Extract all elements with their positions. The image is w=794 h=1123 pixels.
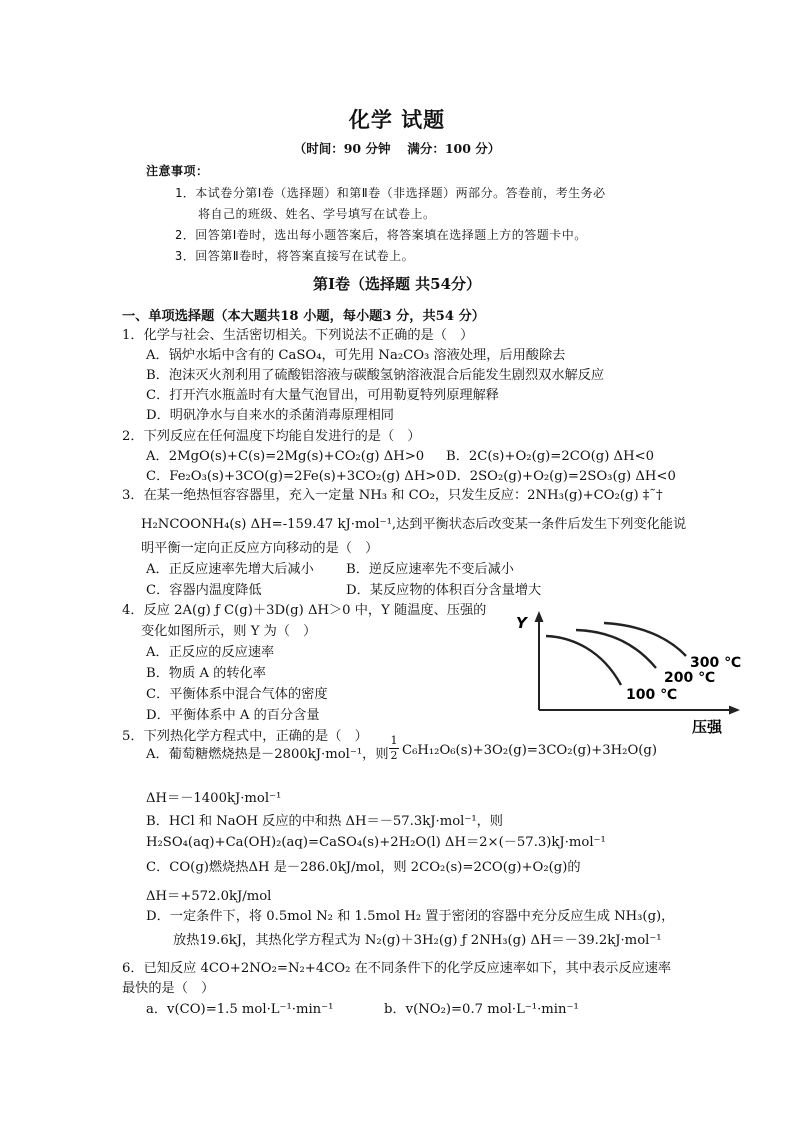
q1-option-d: D．明矾净水与自来水的杀菌消毒原理相同 <box>146 408 394 423</box>
x-axis-label: 压强 <box>692 718 723 735</box>
q1-stem: 1．化学与社会、生活密切相关。下列说法不正确的是（ ） <box>122 328 474 343</box>
curve-100c <box>546 636 621 685</box>
q5-option-a-line1: A．葡萄糖燃烧热是－2800kJ·mol⁻¹，则 <box>146 747 389 762</box>
q4-option-b: B．物质 A 的转化率 <box>146 666 266 681</box>
curve-label-100: 100 ℃ <box>626 687 678 703</box>
q5-option-c-line1: C．CO(g)燃烧热ΔH 是－286.0kJ/mol，则 2CO₂(s)=2CO(g)+O₂(g)的 <box>146 860 581 875</box>
q2-option-a: A．2MgO(s)+C(s)=2Mg(s)+CO₂(g) ΔH>0 <box>146 449 425 464</box>
curve-label-300: 300 ℃ <box>690 655 742 671</box>
q1-option-c: C．打开汽水瓶盖时有大量气泡冒出，可用勒夏特列原理解释 <box>146 388 499 403</box>
part-heading: 一、单项选择题（本大题共18 小题，每小题3 分，共54 分） <box>122 309 485 324</box>
q2-option-c: C．Fe₂O₃(s)+3CO(g)=2Fe(s)+3CO₂(g) ΔH>0 <box>146 469 445 484</box>
fraction-denominator: 2 <box>390 749 398 762</box>
section-title: 第Ⅰ卷（选择题 共54分） <box>312 275 482 293</box>
q4-option-c: C．平衡体系中混合气体的密度 <box>146 687 328 702</box>
q5-stem: 5．下列热化学方程式中，正确的是（ ） <box>122 729 368 744</box>
q4-graph <box>506 610 756 735</box>
q3-stem-line1: 3．在某一绝热恒容容器里，充入一定量 NH₃ 和 CO₂，只发生反应：2NH₃(g)+CO₂(g) ‡˜† <box>122 488 663 503</box>
q6-option-a: a．v(CO)=1.5 mol·L⁻¹·min⁻¹ <box>146 1002 334 1017</box>
q5-option-b-line1: B．HCl 和 NaOH 反应的中和热 ΔH＝－57.3kJ·mol⁻¹，则 <box>146 814 503 829</box>
q3-stem-line2: H₂NCOONH₄(s) ΔH=-159.47 kJ·mol⁻¹,达到平衡状态后改变某一条件后发生下列变化能说 <box>141 517 687 532</box>
q2-option-d: D．2SO₂(g)+O₂(g)=2SO₃(g) ΔH<0 <box>446 469 676 484</box>
curve-label-200: 200 ℃ <box>664 670 716 686</box>
q4-option-a: A．正反应的反应速率 <box>146 645 275 660</box>
notes-item-1-cont: 将自己的班级、姓名、学号填写在试卷上。 <box>198 207 436 221</box>
q3-option-b: B．逆反应速率先不变后减小 <box>346 562 514 577</box>
q2-stem: 2．下列反应在任何温度下均能自发进行的是（ ） <box>122 429 421 444</box>
q5-option-d-line1: D．一定条件下，将 0.5mol N₂ 和 1.5mol H₂ 置于密闭的容器中充分反应生成 NH₃(g)， <box>146 909 675 924</box>
q5-option-d-line2: 放热19.6kJ，其热化学方程式为 N₂(g)＋3H₂(g) ƒ 2NH₃(g) ΔH＝－39.2kJ·mol⁻¹ <box>173 933 662 948</box>
q4-stem-line1: 4．反应 2A(g) ƒ C(g)＋3D(g) ΔH＞0 中，Y 随温度、压强的 <box>122 603 487 618</box>
notes-item-1: 1．本试卷分第Ⅰ卷（选择题）和第Ⅱ卷（非选择题）两部分。答卷前，考生务必 <box>175 186 606 200</box>
q5-option-c-line2: ΔH＝+572.0kJ/mol <box>146 889 272 904</box>
page-title: 化学 试题 <box>348 107 446 132</box>
y-axis-arrow <box>535 611 544 622</box>
q5-option-b-line2: H₂SO₄(aq)+Ca(OH)₂(aq)=CaSO₄(s)+2H₂O(l) ΔH＝2×(－57.3)kJ·mol⁻¹ <box>146 835 606 850</box>
q5-option-a-line2: ΔH＝－1400kJ·mol⁻¹ <box>146 791 282 806</box>
y-axis-label: Y <box>516 614 527 632</box>
notes-heading: 注意事项： <box>146 164 209 178</box>
q5-option-a-equation: C₆H₁₂O₆(s)+3O₂(g)=3CO₂(g)+3H₂O(g) <box>402 743 658 758</box>
q3-option-c: C．容器内温度降低 <box>146 583 262 598</box>
q1-option-b: B．泡沫灭火剂利用了硫酸铝溶液与碳酸氢钠溶液混合后能发生剧烈双水解反应 <box>146 368 605 383</box>
q3-option-d: D．某反应物的体积百分含量增大 <box>346 583 542 598</box>
fraction-one-half <box>389 734 399 763</box>
notes-item-2: 2．回答第Ⅰ卷时，选出每小题答案后，将答案填在选择题上方的答题卡中。 <box>175 228 587 242</box>
q3-stem-line3: 明平衡一定向正反应方向移动的是（ ） <box>141 541 379 556</box>
notes-item-3: 3．回答第Ⅱ卷时，将答案直接写在试卷上。 <box>175 249 415 263</box>
q6-option-b: b．v(NO₂)=0.7 mol·L⁻¹·min⁻¹ <box>384 1002 579 1017</box>
q3-option-a: A．正反应速率先增大后减小 <box>146 562 314 577</box>
x-axis-arrow <box>729 706 740 715</box>
q1-option-a: A．锅炉水垢中含有的 CaSO₄，可先用 Na₂CO₃ 溶液处理，后用酸除去 <box>146 348 566 363</box>
q6-stem-line2: 最快的是（ ） <box>122 981 215 996</box>
fraction-numerator: 1 <box>390 734 398 747</box>
q4-option-d: D．平衡体系中 A 的百分含量 <box>146 708 320 723</box>
q2-option-b: B．2C(s)+O₂(g)=2CO(g) ΔH<0 <box>446 449 655 464</box>
q6-stem-line1: 6．已知反应 4CO+2NO₂=N₂+4CO₂ 在不同条件下的化学反应速率如下，其中表示反应速率 <box>122 961 672 976</box>
q4-stem-line2: 变化如图所示，则 Y 为（ ） <box>141 624 317 639</box>
exam-time-score: （时间：90 分钟 满分：100 分） <box>293 141 501 156</box>
